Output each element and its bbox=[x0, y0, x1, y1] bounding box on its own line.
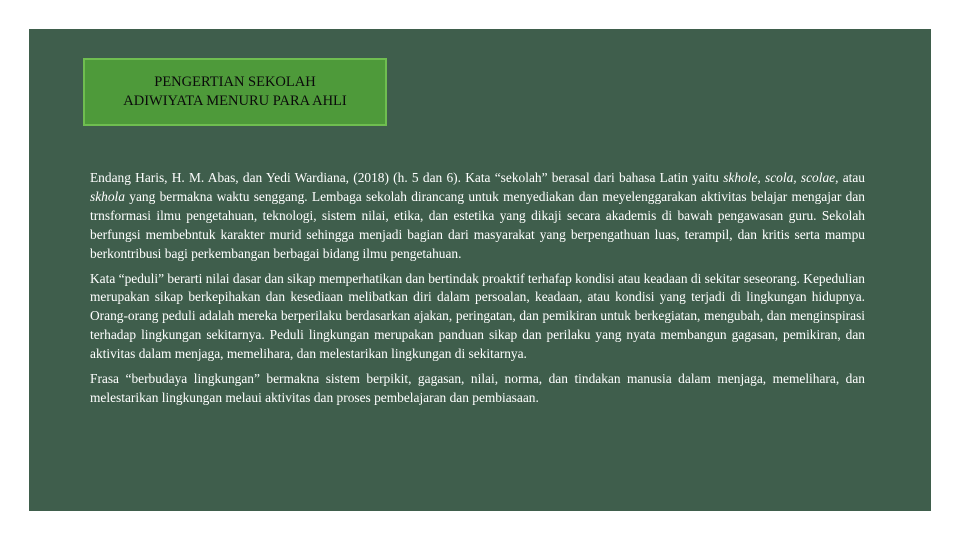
paragraph-peduli: Kata “peduli” berarti nilai dasar dan sikap memperhatikan dan bertindak proaktif terhafap kondisi atau keadaan di sekitar seseorang. Kepedulian merupakan sikap berkepihakan dan kesediaan melibatkan diri dalam persoalan, keadaan, atau kondisi yang terjadi di lingkungan hidupnya. Orang-orang peduli adalah mereka berperilaku berdasarkan ajakan, peringatan, dan pemikiran untuk berkegiatan, mengubah, dan menginspirasi terhadap lingkungan sekitarnya. Peduli lingkungan merupakan panduan sikap dan perilaku yang nyata membangun gagasan, pemikiran, dan aktivitas dalam menjaga, memelihara, dan melestarikan lingkungan di sekitarnya. bbox=[90, 270, 865, 362]
slide-title-box bbox=[83, 58, 387, 126]
paragraph-berbudaya-lingkungan: Frasa “berbudaya lingkungan” bermakna sistem berpikit, gagasan, nilai, norma, dan tindakan manusia dalam menjaga, memelihara, dan melestarikan lingkungan melaui aktivitas dan proses pembelajaran dan pembiasaan. bbox=[90, 371, 865, 405]
paragraph-1-text-e: yang bermakna waktu senggang. Lembaga sekolah dirancang untuk menyediakan dan meyelenggarakan aktivitas belajar mengajar dan trnsformasi ilmu pengetahuan, teknologi, sistem nilai, etika, dan estetika yang dikaji secara akademis di bawah pengawasan guru. Sekolah berfungsi membebntuk karakter murid sehingga menjadi bagian dari masyarakat yang berpengathuan luas, terampil, dan kritis serta mampu berkontribusi bagi perkembangan berbagai bidang ilmu pengetahuan. bbox=[90, 188, 865, 261]
slide-title bbox=[123, 73, 346, 111]
paragraph-1-text-c: , atau bbox=[835, 170, 865, 185]
title-line-1: PENGERTIAN SEKOLAH bbox=[154, 74, 316, 90]
paragraph-1-text-a: Endang Haris, H. M. Abas, dan Yedi Wardiana, (2018) (h. 5 dan 6). Kata “sekolah” berasal dari bahasa Latin yaitu bbox=[90, 170, 724, 185]
title-line-2: ADIWIYATA MENURU PARA AHLI bbox=[123, 93, 347, 109]
latin-terms: skhole, scola, scolae bbox=[723, 170, 836, 185]
latin-term-skhola: skhola bbox=[90, 188, 125, 204]
slide-background bbox=[29, 29, 931, 511]
slide-body bbox=[90, 169, 865, 414]
paragraph-sekolah bbox=[90, 169, 865, 264]
